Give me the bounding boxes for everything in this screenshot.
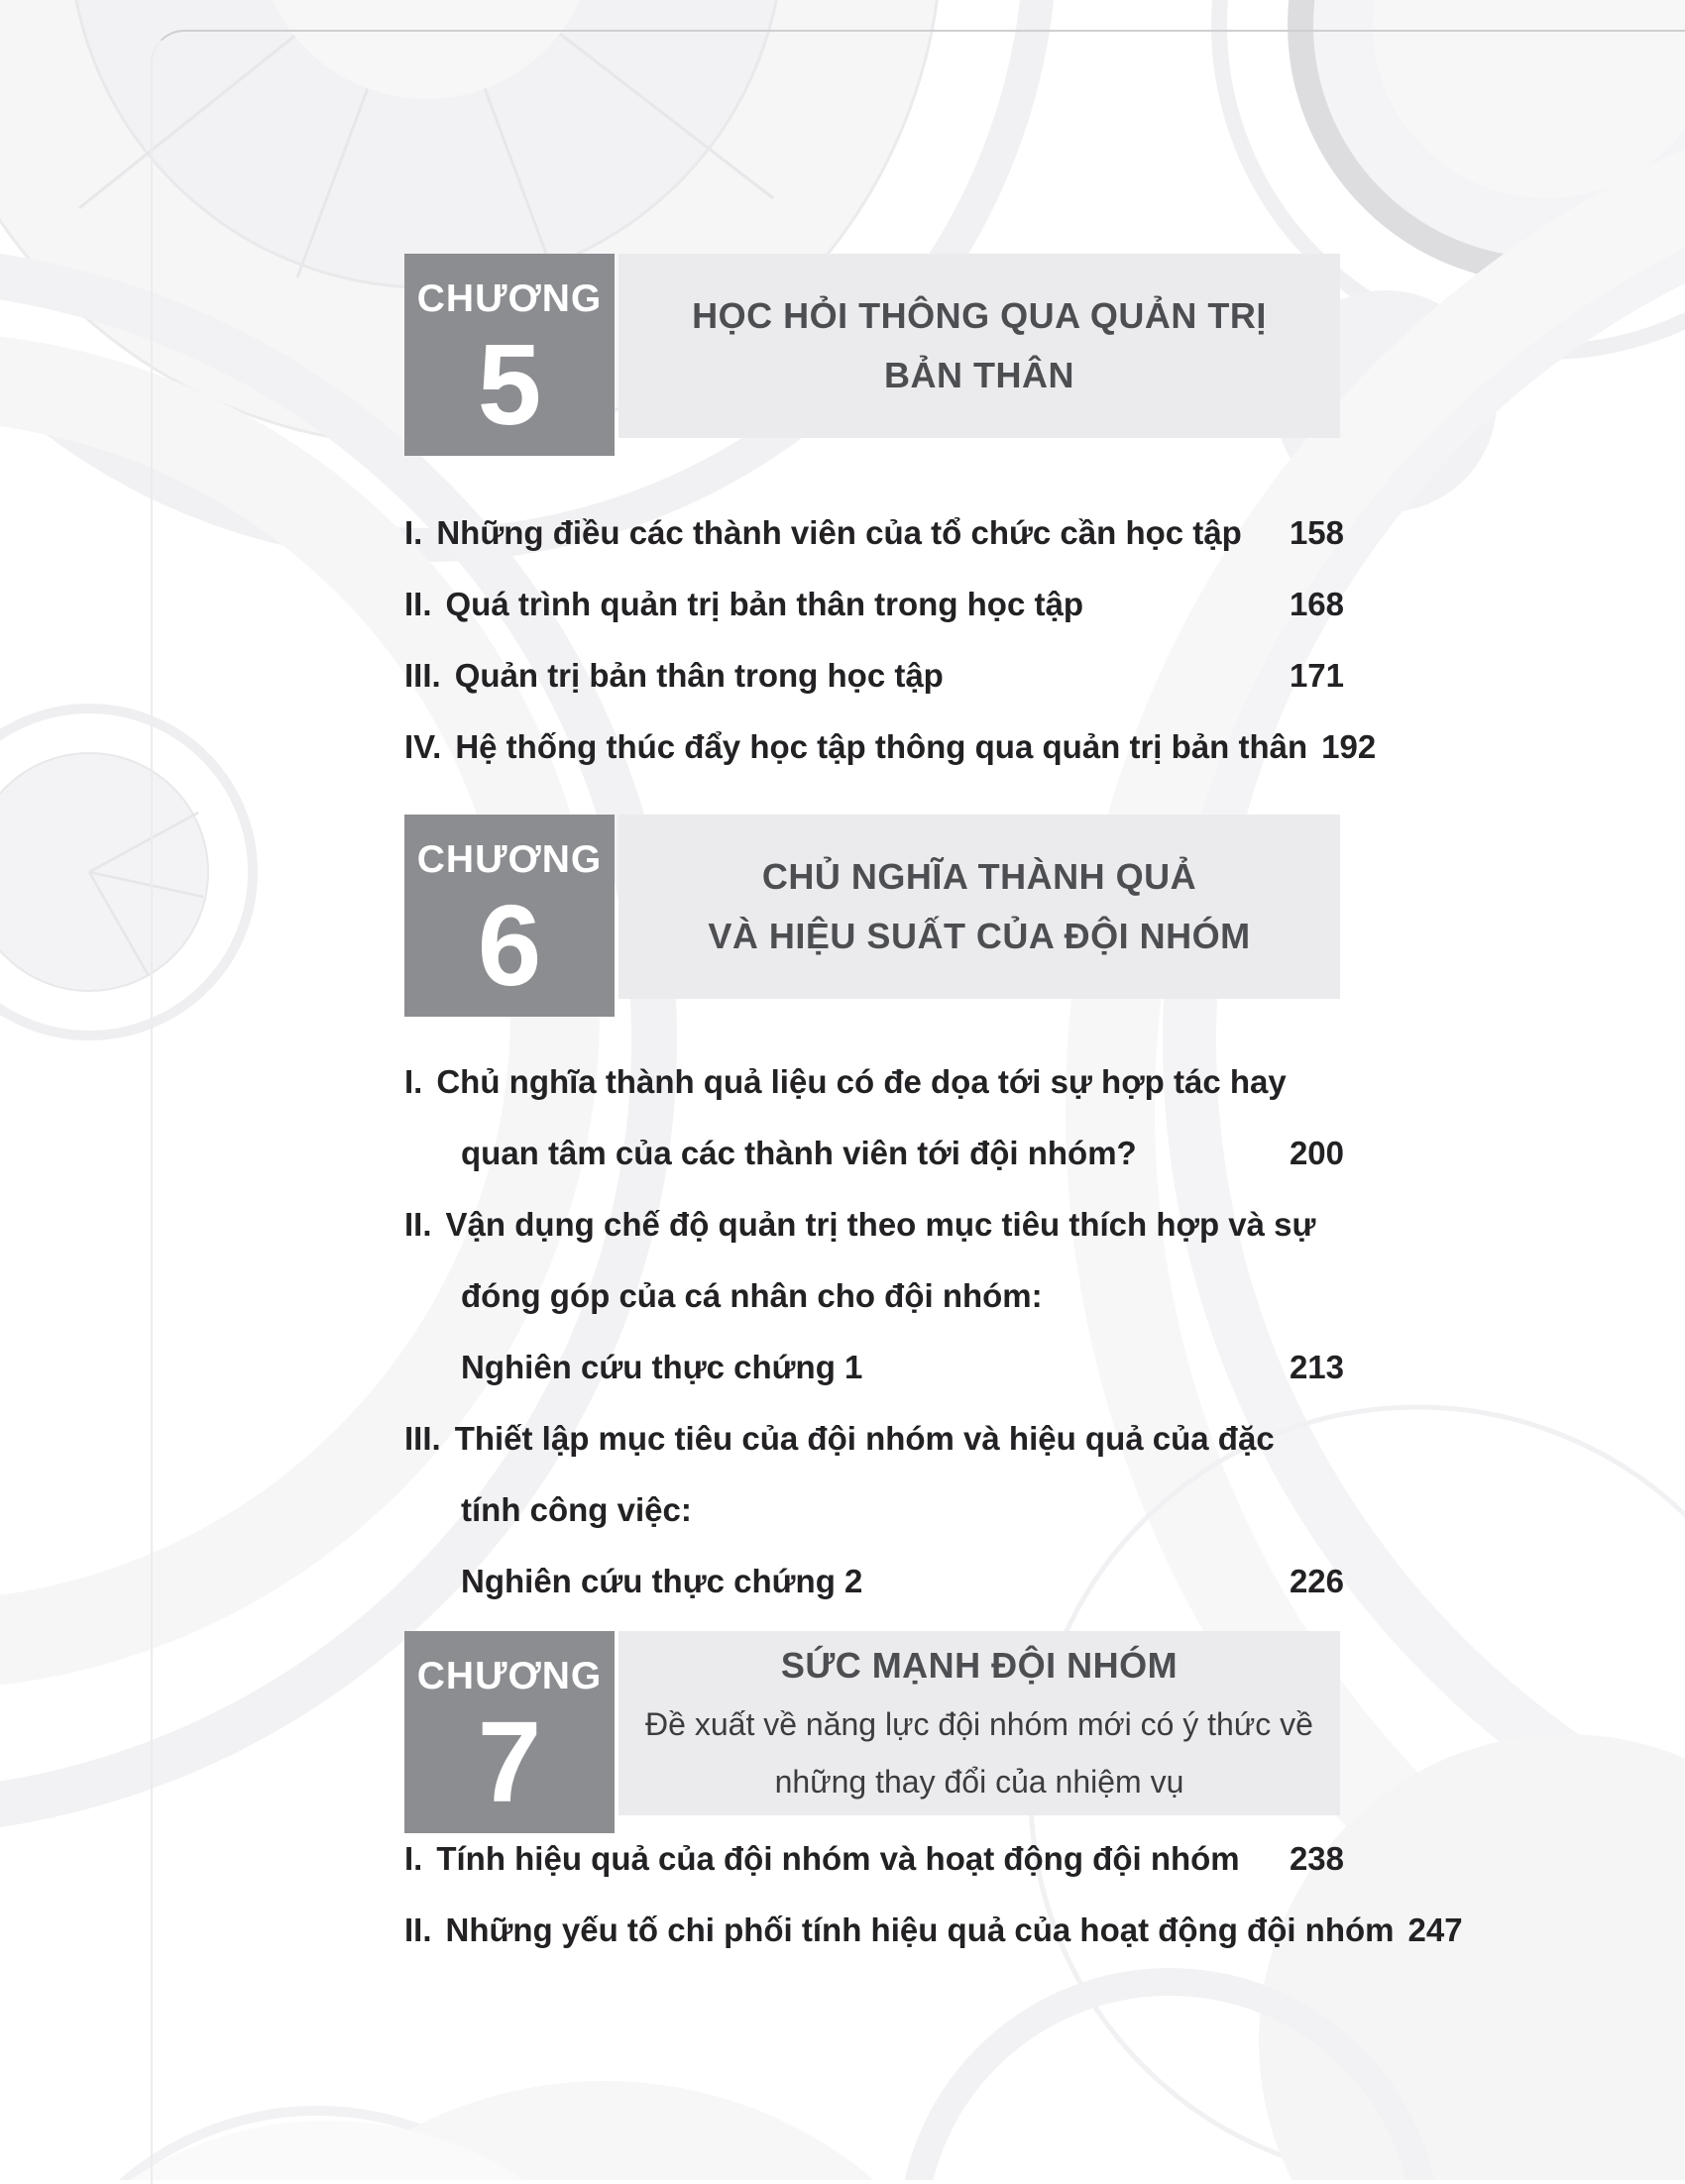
page-number: 238	[1289, 1840, 1344, 1877]
chapter-7-title-banner	[618, 1631, 1340, 1815]
section-numeral: I.	[404, 1063, 423, 1100]
chapter-title-line: CHỦ NGHĨA THÀNH QUẢ	[761, 856, 1197, 897]
section-title: Thiết lập mục tiêu của đội nhóm và hiệu quả của đặc	[454, 1420, 1275, 1457]
chapter-7-toc-list	[404, 1823, 1463, 1966]
section-title: quan tâm của các thành viên tới đội nhóm?	[461, 1135, 1137, 1171]
chapter-6-title-banner	[618, 815, 1340, 999]
page-number: 213	[1289, 1349, 1344, 1385]
chapter-subtitle-line: những thay đổi của nhiệm vụ	[774, 1764, 1184, 1800]
section-title: Hệ thống thúc đẩy học tập thông qua quản trị bản thân	[455, 728, 1308, 765]
section-title: Nghiên cứu thực chứng 2	[461, 1563, 863, 1599]
page-number: 247	[1407, 1911, 1463, 1948]
section-numeral: I.	[404, 514, 423, 551]
toc-row	[404, 1403, 1344, 1474]
chapter-title-line: VÀ HIỆU SUẤT CỦA ĐỘI NHÓM	[708, 916, 1251, 956]
toc-row	[404, 1046, 1344, 1118]
section-title: Chủ nghĩa thành quả liệu có đe dọa tới sự hợp tác hay	[436, 1063, 1287, 1100]
section-title: tính công việc:	[461, 1491, 692, 1528]
chapter-number: 7	[477, 1697, 542, 1826]
toc-row-substudy	[404, 1546, 1344, 1617]
section-title: đóng góp của cá nhân cho đội nhóm:	[461, 1277, 1043, 1314]
chapter-7-header	[404, 1631, 1344, 1833]
section-title: Quá trình quản trị bản thân trong học tập	[445, 586, 1083, 622]
section-title: Vận dụng chế độ quản trị theo mục tiêu thích hợp và sự	[445, 1206, 1316, 1243]
section-title: Tính hiệu quả của đội nhóm và hoạt động đội nhóm	[436, 1840, 1240, 1877]
section-title: Quản trị bản thân trong học tập	[454, 657, 944, 694]
page-number: 168	[1289, 586, 1344, 622]
chapter-5-header	[404, 254, 1344, 456]
chapter-5-number-box	[404, 254, 615, 456]
chapter-6-number-box	[404, 815, 615, 1017]
section-numeral: III.	[404, 657, 441, 694]
section-numeral: II.	[404, 1911, 432, 1948]
toc-row	[404, 497, 1344, 569]
chapter-5-title-banner	[618, 254, 1340, 438]
chapter-6-toc-list	[404, 1046, 1344, 1617]
toc-row	[404, 1189, 1344, 1260]
chapter-number: 5	[477, 320, 542, 449]
section-title: Nghiên cứu thực chứng 1	[461, 1349, 863, 1385]
chapter-title-line: HỌC HỎI THÔNG QUA QUẢN TRỊ	[692, 295, 1267, 336]
section-title: Những điều các thành viên của tổ chức cần học tập	[436, 514, 1242, 551]
page-number: 171	[1289, 657, 1344, 694]
toc-row-substudy	[404, 1332, 1344, 1403]
page-number: 226	[1289, 1563, 1344, 1599]
section-numeral: III.	[404, 1420, 441, 1457]
section-numeral: II.	[404, 1206, 432, 1243]
chapter-7-number-box	[404, 1631, 615, 1833]
page-number: 200	[1289, 1135, 1344, 1171]
section-numeral: IV.	[404, 728, 442, 765]
toc-row	[404, 711, 1377, 783]
toc-row-continuation	[404, 1474, 1344, 1546]
toc-row-continuation	[404, 1118, 1344, 1189]
page-number: 158	[1289, 514, 1344, 551]
section-numeral: II.	[404, 586, 432, 622]
section-numeral: I.	[404, 1840, 423, 1877]
chapter-6-header	[404, 815, 1344, 1017]
chapter-label: CHƯƠNG	[416, 277, 603, 320]
chapter-5-toc-list	[404, 497, 1377, 783]
chapter-title-line: BẢN THÂN	[884, 355, 1074, 395]
toc-row	[404, 1895, 1463, 1966]
chapter-title-line: SỨC MẠNH ĐỘI NHÓM	[780, 1645, 1179, 1686]
page-number: 192	[1321, 728, 1377, 765]
chapter-label: CHƯƠNG	[416, 838, 603, 881]
toc-row-continuation	[404, 1260, 1344, 1332]
chapter-number: 6	[477, 881, 542, 1010]
toc-row	[404, 1823, 1344, 1895]
section-title: Những yếu tố chi phối tính hiệu quả của hoạt động đội nhóm	[445, 1911, 1395, 1948]
toc-row	[404, 569, 1344, 640]
chapter-subtitle-line: Đề xuất về năng lực đội nhóm mới có ý thức về	[645, 1706, 1313, 1742]
chapter-label: CHƯƠNG	[416, 1655, 603, 1697]
toc-row	[404, 640, 1344, 711]
